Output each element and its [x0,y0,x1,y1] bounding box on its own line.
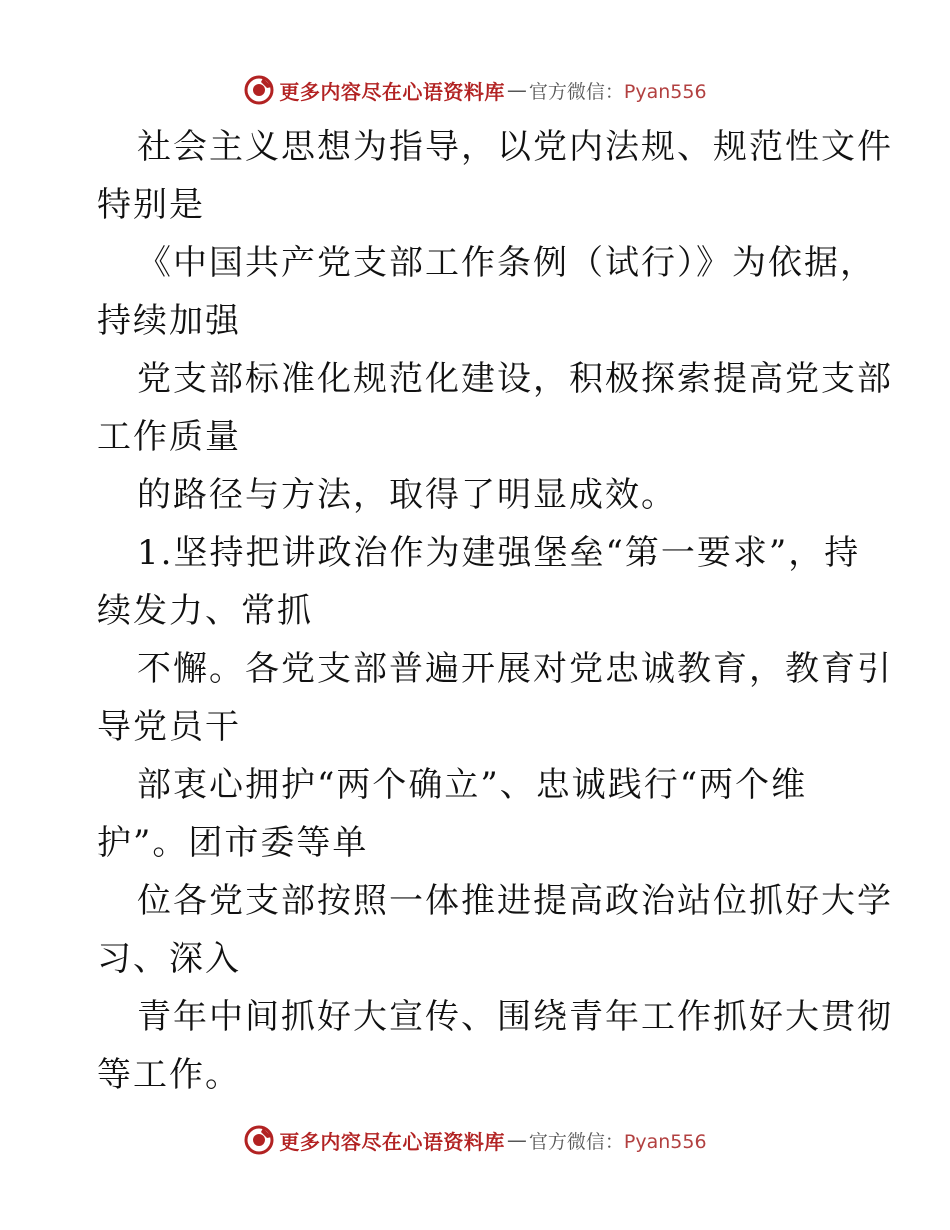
body-line: 续发力、常抓 [97,591,313,631]
footer-contact-id: Pyan556 [623,1130,707,1153]
body-line: 特别是 [97,185,205,225]
footer-brand-text: 更多内容尽在心语资料库 [279,1129,505,1154]
body-line: 持续加强 [97,301,241,341]
body-line: 不懈。各党支部普遍开展对党忠诚教育，教育引 [137,649,893,689]
header-separator: — [506,78,527,102]
body-line: 导党员干 [97,707,241,747]
body-line: 部衷心拥护“两个确立”、忠诚践行“两个维 [137,765,808,805]
logo-icon [243,74,275,106]
body-line: 党支部标准化规范化建设，积极探索提高党支部 [137,359,893,399]
header-watermark [0,70,950,110]
logo-icon [243,1124,275,1156]
footer-contact-label: 官方微信： [528,1130,624,1153]
header-contact-id: Pyan556 [623,80,707,103]
header-contact-label: 官方微信： [528,80,624,103]
body-line: 位各党支部按照一体推进提高政治站位抓好大学 [137,881,893,921]
body-line: 的路径与方法，取得了明显成效。 [137,475,677,515]
body-line: 护”。团市委等单 [97,823,369,863]
body-line: 工作质量 [97,417,241,457]
body-line: 1.坚持把讲政治作为建强堡垒“第一要求”，持 [137,533,861,573]
body-line: 习、深入 [97,939,241,979]
footer-watermark [0,1120,950,1160]
document-body [97,118,893,1104]
body-line: 《中国共产党支部工作条例（试行）》为依据， [137,243,876,283]
footer-contact [529,1127,707,1154]
header-brand-text: 更多内容尽在心语资料库 [279,79,505,104]
header-contact [529,77,707,104]
body-line: 等工作。 [97,1055,241,1095]
body-line: 青年中间抓好大宣传、围绕青年工作抓好大贯彻 [137,997,893,1037]
footer-separator: — [506,1128,527,1152]
body-line: 社会主义思想为指导，以党内法规、规范性文件 [137,127,893,167]
